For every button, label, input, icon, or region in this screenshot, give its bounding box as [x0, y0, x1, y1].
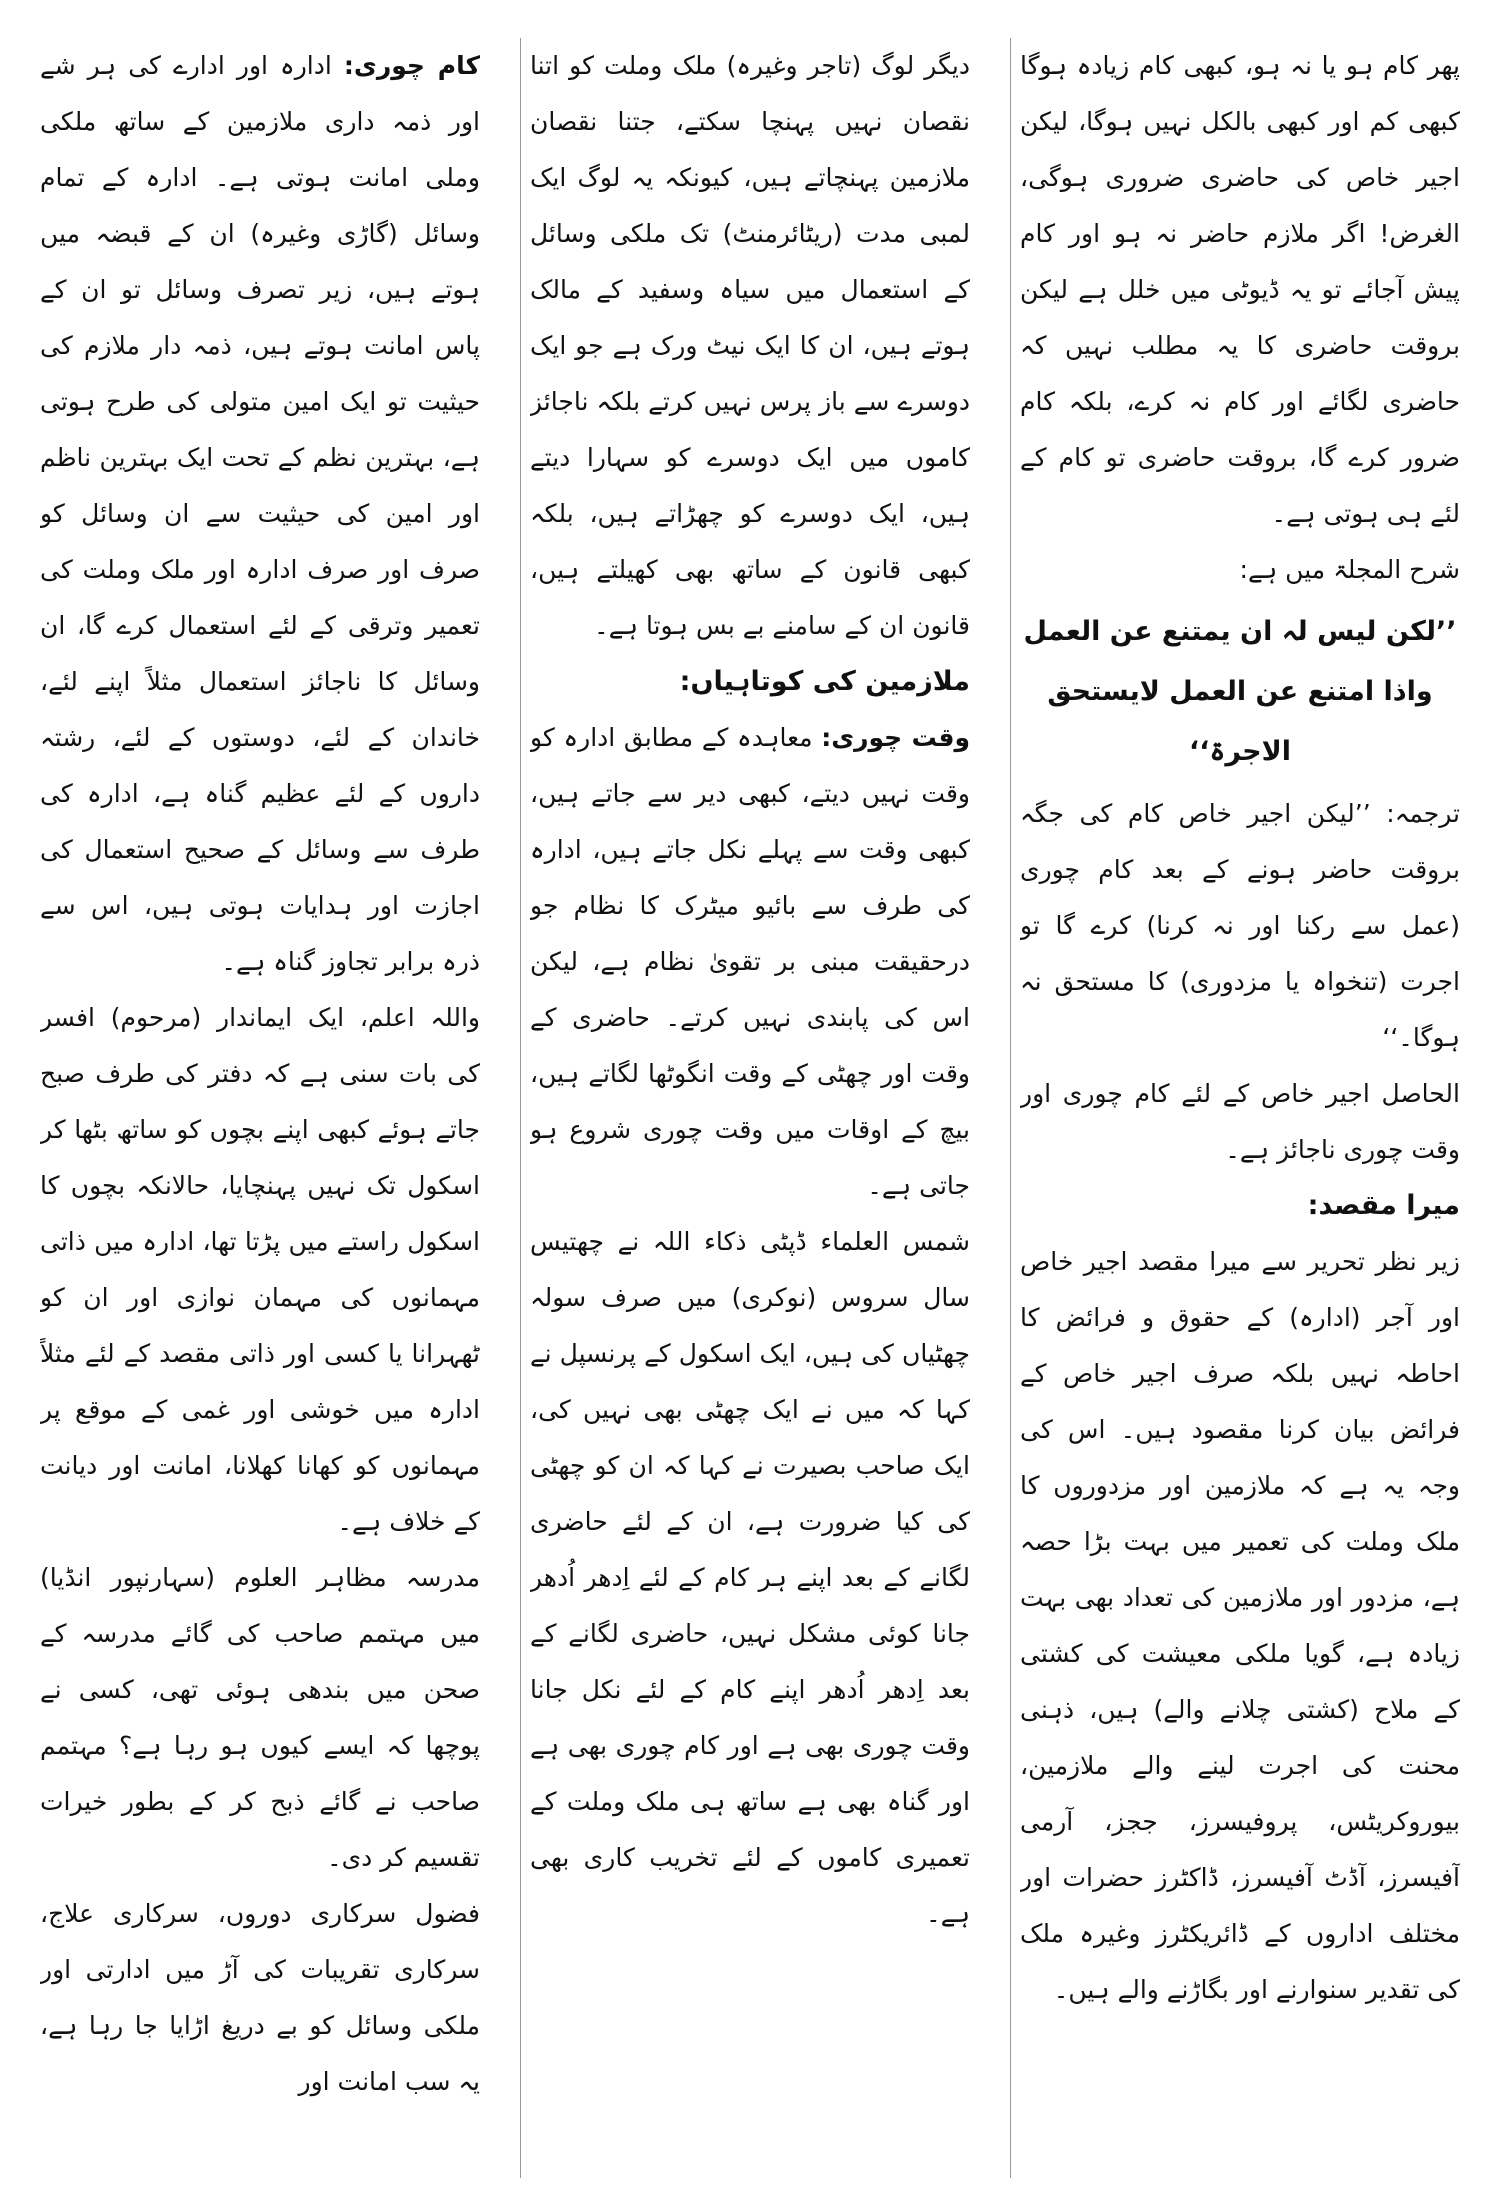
paragraph: واللہ اعلم، ایک ایماندار (مرحوم) افسر کی بات سنی ہے کہ دفتر کی طرف صبح جاتے ہوئے کبھی اپنے بچوں کو ساتھ بٹھا کر اسکول تک نہیں پہنچایا، حالانکہ بچوں کا اسکول راستے میں پڑتا تھا، ادارہ میں ذاتی مہمانوں کی مہمان نوازی اور ان کو ٹھہرانا یا کسی اور ذاتی مقصد کے لئے مثلاً ادارہ میں خوشی اور غمی کے موقع پر مہمانوں کو کھانا کھلانا، امانت اور دیانت کے خلاف ہے۔ — [40, 1003, 480, 1536]
paragraph-body: معاہدہ کے مطابق ادارہ کو وقت نہیں دیتے، کبھی دیر سے جاتے ہیں، کبھی وقت سے پہلے نکل جاتے ہیں، ادارہ کی طرف سے بائیو میٹرک کا نظام جو درحقیقت مبنی بر تقویٰ نظام ہے، لیکن اس کی پابندی نہیں کرتے۔ حاضری کے وقت اور چھٹی کے وقت انگوٹھا لگاتے ہیں، بیچ کے اوقات میں وقت چوری شروع ہو جاتی ہے۔ — [530, 723, 970, 1200]
paragraph-body: ادارہ اور ادارے کی ہر شے اور ذمہ داری ملازمین کے ساتھ ملکی وملی امانت ہوتی ہے۔ ادارہ کے تمام وسائل (گاڑی وغیرہ) ان کے قبضہ میں ہوتے ہیں، زیر تصرف وسائل تو ان کے پاس امانت ہوتے ہیں، ذمہ دار ملازم کی حیثیت تو ایک امین متولی کی طرح ہوتی ہے، بہترین نظم کے تحت ایک بہترین ناظم اور امین کی حیثیت سے ان وسائل کو صرف اور صرف ادارہ اور ملک وملت کی تعمیر وترقی کے لئے استعمال کرے گا، ان وسائل کا ناجائز استعمال مثلاً اپنے لئے، خاندان کے لئے، دوستوں کے لئے، رشتہ داروں کے لئے عظیم گناہ ہے، ادارہ کی طرف سے وسائل کے صحیح استعمال کی اجازت اور ہدایات ہوتی ہیں، اس سے ذرہ برابر تجاوز گناہ ہے۔ — [40, 51, 480, 976]
paragraph: دیگر لوگ (تاجر وغیرہ) ملک وملت کو اتنا نقصان نہیں پہنچا سکتے، جتنا نقصان ملازمین پہنچاتے ہیں، کیونکہ یہ لوگ ایک لمبی مدت (ریٹائرمنٹ) تک ملکی وسائل کے استعمال میں سیاہ وسفید کے مالک ہوتے ہیں، ان کا ایک نیٹ ورک ہے جو ایک دوسرے سے باز پرس نہیں کرتے بلکہ ناجائز کاموں میں ایک دوسرے کو سہارا دیتے ہیں، ایک دوسرے کو چھڑاتے ہیں، بلکہ کبھی قانون کے ساتھ بھی کھیلتے ہیں، قانون ان کے سامنے بے بس ہوتا ہے۔ — [530, 51, 970, 640]
article-column-right — [1020, 38, 1460, 2178]
paragraph — [40, 38, 480, 990]
article-column-middle — [530, 38, 970, 2178]
paragraph: پھر کام ہو یا نہ ہو، کبھی کام زیادہ ہوگا کبھی کم اور کبھی بالکل نہیں ہوگا، لیکن اجیر خاص کی حاضری ضروری ہوگی، الغرض! اگر ملازم حاضر نہ ہو اور کام پیش آجائے تو یہ ڈیوٹی میں خلل ہے لیکن بروقت حاضری کا یہ مطلب نہیں کہ حاضری لگائے اور کام نہ کرے، بلکہ کام ضرور کرے گا، بروقت حاضری تو کام کے لئے ہی ہوتی ہے۔ — [1020, 51, 1460, 528]
paragraph: شرح المجلۃ میں ہے: — [1239, 555, 1460, 584]
paragraph-lead: کام چوری: — [343, 51, 480, 80]
translation-paragraph: ترجمہ: ’’لیکن اجیر خاص کام کی جگہ بروقت حاضر ہونے کے بعد کام چوری (عمل سے رکنا اور نہ کرنا) کرے گا تو اجرت (تنخواہ یا مزدوری) کا مستحق نہ ہوگا۔‘‘ — [1020, 799, 1460, 1052]
paragraph-lead: وقت چوری: — [821, 723, 970, 752]
paragraph: مدرسہ مظاہر العلوم (سہارنپور انڈیا) میں مہتمم صاحب کی گائے مدرسہ کے صحن میں بندھی ہوئی تھی، کسی نے پوچھا کہ ایسے کیوں ہو رہا ہے؟ مہتمم صاحب نے گائے ذبح کر کے بطور خیرات تقسیم کر دی۔ — [40, 1563, 480, 1872]
section-heading: میرا مقصد: — [1307, 1190, 1460, 1221]
article-column-left — [40, 38, 480, 2178]
section-heading: ملازمین کی کوتاہیاں: — [679, 666, 970, 697]
column-divider — [1010, 38, 1011, 2178]
paragraph: زیر نظر تحریر سے میرا مقصد اجیر خاص اور آجر (ادارہ) کے حقوق و فرائض کا احاطہ نہیں بلکہ صرف اجیر خاص کے فرائض بیان کرنا مقصود ہیں۔ اس کی وجہ یہ ہے کہ ملازمین اور مزدوروں کا ملک وملت کی تعمیر میں بہت بڑا حصہ ہے، مزدور اور ملازمین کی تعداد بھی بہت زیادہ ہے، گویا ملکی معیشت کی کشتی کے ملاح (کشتی چلانے والے) ہیں، ذہنی محنت کی اجرت لینے والے ملازمین، بیوروکریٹس، پروفیسرز، ججز، آرمی آفیسرز، آڈٹ آفیسرز، ڈاکٹرز حضرات اور مختلف اداروں کے ڈائریکٹرز وغیرہ ملک کی تقدیر سنوارنے اور بگاڑنے والے ہیں۔ — [1020, 1247, 1460, 2004]
paragraph: شمس العلماء ڈپٹی ذکاء اللہ نے چھتیس سال سروس (نوکری) میں صرف سولہ چھٹیاں کی ہیں، ایک اسکول کے پرنسپل نے کہا کہ میں نے ایک چھٹی بھی نہیں کی، ایک صاحب بصیرت نے کہا کہ ان کو چھٹی کی کیا ضرورت ہے، ان کے لئے حاضری لگانے کے بعد اپنے ہر کام کے لئے اِدھر اُدھر جانا کوئی مشکل نہیں، حاضری لگانے کے بعد اِدھر اُدھر اپنے کام کے لئے نکل جانا وقت چوری بھی ہے اور کام چوری بھی ہے اور گناہ بھی ہے ساتھ ہی ملک وملت کے تعمیری کاموں کے لئے تخریب کاری بھی ہے۔ — [530, 1227, 970, 1928]
paragraph: فضول سرکاری دوروں، سرکاری علاج، سرکاری تقریبات کی آڑ میں ادارتی اور ملکی وسائل کو بے دریغ اڑایا جا رہا ہے، یہ سب امانت اور — [40, 1899, 480, 2096]
paragraph: الحاصل اجیر خاص کے لئے کام چوری اور وقت چوری ناجائز ہے۔ — [1020, 1079, 1460, 1164]
arabic-quote: ’’لکن لیس لہ ان یمتنع عن العمل واذا امتنع عن العمل لایستحق الاجرۃ‘‘ — [1023, 616, 1457, 767]
paragraph — [530, 710, 970, 1214]
column-divider — [520, 38, 521, 2178]
